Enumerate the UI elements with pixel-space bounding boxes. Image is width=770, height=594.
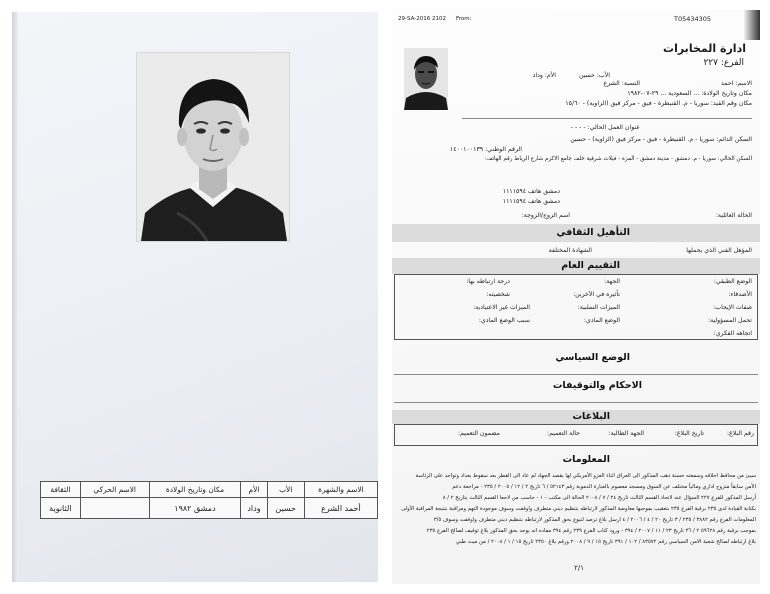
document-title: ادارة المخابرات bbox=[663, 42, 746, 55]
scan-shadow bbox=[744, 10, 760, 40]
eval-personality: شخصيته: bbox=[486, 291, 510, 298]
header-birth: مكان وتاريخ الولادة bbox=[149, 482, 241, 498]
fax-stamp: 29-SA-2016 2102 bbox=[398, 16, 446, 22]
section-general: التقييم العام bbox=[561, 260, 620, 271]
field-marital: الحالة العائلية: bbox=[715, 212, 752, 219]
field-mother: الأم: وداد bbox=[532, 72, 556, 79]
header-name: الاسم والشهرة bbox=[304, 482, 377, 498]
section-political: الوضع السياسي bbox=[555, 352, 630, 363]
fax-from: From: bbox=[456, 16, 472, 22]
field-father: الأب: حسين bbox=[578, 72, 610, 79]
eval-ideology: اتجاهه الفكري: bbox=[713, 330, 752, 337]
header-alias: الاسم الحركي bbox=[80, 482, 149, 498]
info-line-6: بموجب برقية رقم ٥٩٦٢٨ ٢ / ٣٦ تاريخ ٢٣ / ١١ / ٢٠٠٧ / ٣٩٤ - ورود كتاب الفرع ٢٣٩ رقم ٣٩٤ مفاده انه يوجد بحق المذكور بلاغ توقيف لصالح الفرع ٢٣٥ bbox=[426, 528, 756, 534]
section-education: التأهيل الثقافي bbox=[556, 227, 630, 238]
eval-positive: صفات الإيجاب: bbox=[713, 304, 752, 311]
header-education: الثقافة bbox=[41, 482, 81, 498]
value-birth: دمشق ١٩٨٢ bbox=[149, 498, 241, 519]
photo-page bbox=[12, 12, 378, 582]
portrait-illustration bbox=[137, 53, 289, 241]
field-surname: النسبة: الشرع bbox=[603, 80, 640, 87]
info-line-1: سيئ من محافظ اخلاقه وسمعته حسنة ذهب المذكور الى العراق اثناء الغزو الأمريكي لها بقصد الجهاد لم عاد الى القطر بعد سقوط بغداد وتواجد على الرئاسة bbox=[415, 473, 756, 479]
field-birth: مكان وتاريخ الولادة: ... السعودية ... ٢٩-٠٧-١٩٨٢ bbox=[627, 90, 752, 97]
field-registry: مكان وقم القيد: سوريا - م. القنيطرة - فيق - مركز فيق (الزاوية) - ١٥/٦٠ bbox=[565, 100, 752, 107]
mugshot-illustration bbox=[404, 48, 448, 110]
edu-qualification: المؤهل الفني الذي يحملها bbox=[686, 247, 752, 254]
field-workplace: عنوان العمل الحالي: - - - - bbox=[570, 124, 640, 131]
fax-code: T05434305 bbox=[674, 15, 712, 23]
page-edge-shadow bbox=[12, 12, 18, 582]
rule bbox=[462, 118, 752, 119]
eval-unusual: الميزات غير الاعتيادية: bbox=[473, 304, 530, 311]
eval-financial: الوضع المادي: bbox=[583, 317, 620, 324]
field-current-address: السكن الحالي: سوريا - م. دمشق - مدينة دمشق - المزة - فيلات شرقية خلف جامع الاكرم شارع الرياط رقم الهاتف: bbox=[484, 156, 752, 162]
eval-negative: الميزات السلبية: bbox=[577, 304, 620, 311]
value-father: حسين bbox=[267, 498, 304, 519]
section-info: المعلومات bbox=[562, 454, 610, 465]
report-date: تاريخ البلاغ: bbox=[674, 430, 704, 437]
value-education: الثانوية bbox=[41, 498, 81, 519]
field-permanent-address: السكن الدائم: سوريا - م. القنيطرة - فيق - مركز فيق (الزاوية) - حسين bbox=[570, 136, 752, 143]
value-alias bbox=[80, 498, 149, 519]
field-phone-2: دمشق هاتف ١١١١٥٩٤ bbox=[502, 198, 560, 205]
branch-ref: الفرع: ٢٢٧ bbox=[703, 58, 744, 68]
header-father: الأب bbox=[267, 482, 304, 498]
edu-certificate: الشهادة المختلفة bbox=[548, 247, 592, 254]
identity-table bbox=[40, 481, 378, 519]
eval-responsibility: تحمل المسؤولية: bbox=[708, 317, 752, 324]
rule bbox=[394, 402, 758, 403]
eval-bond: درجة ارتباطه بها: bbox=[466, 278, 510, 285]
page-number: ٢/١ bbox=[574, 564, 584, 572]
info-line-2: الأمن سابقاً متزوج اداري ومالياً مختلف عن السوق ومسجد معصوم بالعبارة الدموية رقم ٥٢١٤٣ / ٦ تاريخ ٢ / ١٢ / ٢٠٠٥ / ٢٣٥ - مراجعة دعم bbox=[452, 484, 756, 490]
eval-financial-reason: سبب الوضع المادي: bbox=[478, 317, 530, 324]
field-national-id: الرقم الوطني: ١٤٠٠١٠٠١٣٩ bbox=[449, 146, 522, 153]
value-mother: وداد bbox=[241, 498, 267, 519]
info-line-3: أرسل المذكور للفرع ٢٢٧ السؤال عنه لاتحاد القسم الثالث تاريخ ٢٤ / ٧ / ٢٠٠٨ الحالة الى مكتب - ١ - حاسب من لاجعا القسم الثالث بتاريخ ٢ / ٨ bbox=[442, 495, 756, 501]
value-name: أحمد الشرع bbox=[304, 498, 377, 519]
intelligence-record-page bbox=[392, 10, 760, 584]
field-first-name: الاسم: احمد bbox=[721, 80, 752, 87]
info-line-5: المعلومات الفرع رقم ٣٨٨٢ / ٢٣٥ / ٣ تاريخ ٢٠ / ٤ / ٢٠٠٦ / ٤ ارسل بلاغ ترصد لتبوع بحق المذكور لارتباطه بتنظيم ديني متطرف واوقفت وسوف ٣/٥ bbox=[433, 517, 756, 523]
info-line-7: بلاغ ارتباطه لصالح شعبة الامن السياسي رقم ٨٣٥٧٢ / ١٠٢ / ٣٩١ تاريخ ١٥ / ٩ / ٢٠٠٨ ورقم بلاغ ٢٣٥٠ تاريخ ١٥ / ١ / ٢٠٠٨ / من ميث طبي bbox=[455, 539, 756, 545]
eval-friends: الأصدقاء: bbox=[728, 291, 752, 298]
header-mother: الأم bbox=[241, 482, 267, 498]
report-status: حالة التعميم: bbox=[547, 430, 580, 437]
field-phone-1: دمشق هاتف ١١١١٥٩٤ bbox=[502, 188, 560, 195]
report-requester: الجهة الطالبة: bbox=[608, 430, 644, 437]
evaluation-grid bbox=[394, 274, 758, 340]
portrait-photo bbox=[136, 52, 290, 242]
rule bbox=[394, 374, 758, 375]
mugshot-photo bbox=[404, 48, 448, 110]
report-content: مضمون التعميم: bbox=[457, 430, 500, 437]
eval-party: الجهة: bbox=[604, 278, 620, 285]
section-reports: البلاغات bbox=[572, 411, 610, 422]
eval-class: الوضع الطبقي: bbox=[713, 278, 752, 285]
info-line-4: بكتابة القيادة لدى ٢٣٥ برقية الفرع ٢٣٥ بتعقيب بموجبها معاوضة المذكور لارتباطه بتنظيم ديني متطرف واوقفت وسوف موجودة التهم ومراقبة بنتيجة المراقبة الأولى bbox=[401, 506, 756, 512]
section-rulings: الاحكام والتوقيفات bbox=[552, 380, 642, 391]
report-number: رقم البلاغ: bbox=[727, 430, 754, 437]
eval-influence: تأثيره في الآخرين: bbox=[573, 291, 620, 298]
field-spouse: اسم الزوج/الزوجة: bbox=[521, 212, 570, 219]
